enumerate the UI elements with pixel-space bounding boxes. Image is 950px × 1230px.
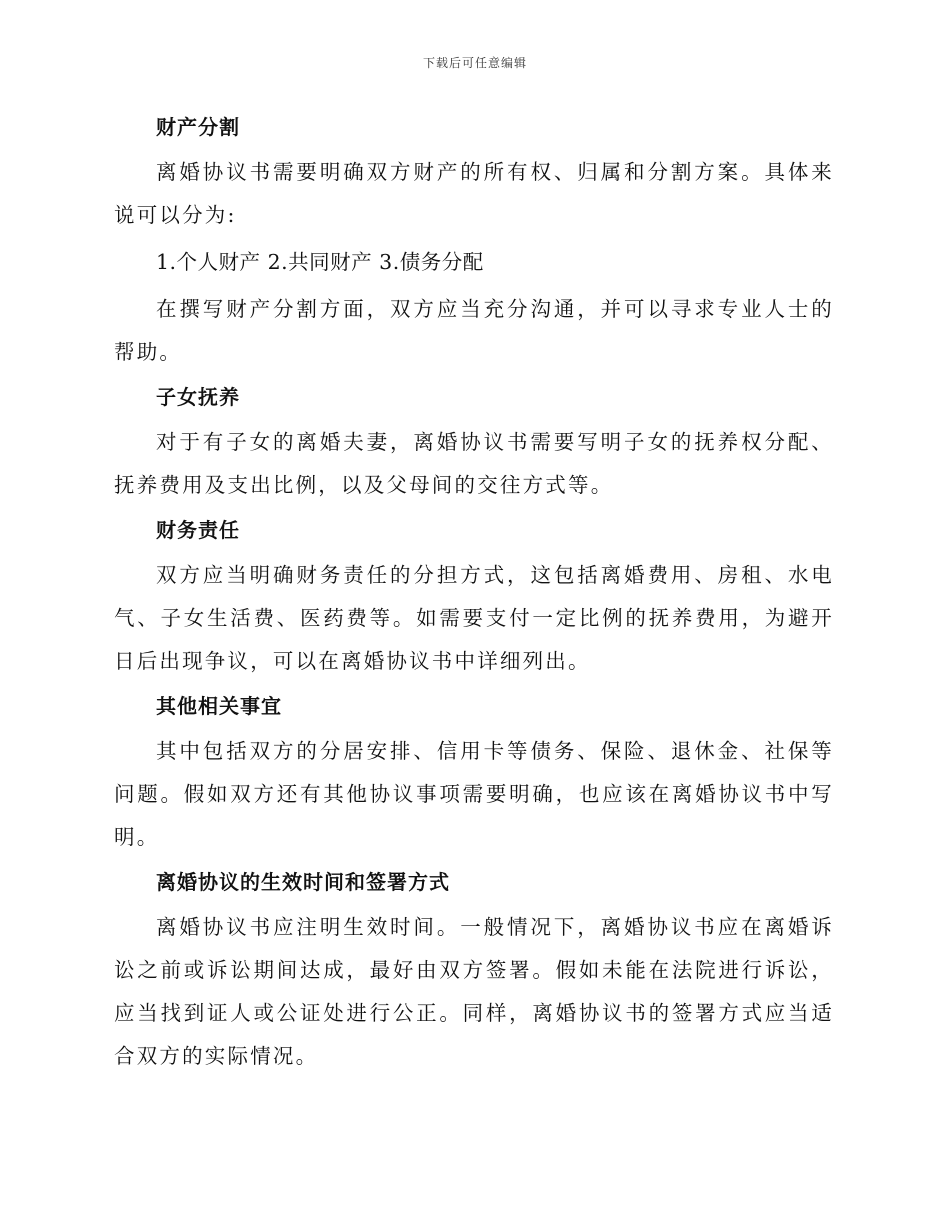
document-body bbox=[114, 108, 834, 1082]
paragraph: 离婚协议书需要明确双方财产的所有权、归属和分割方案。具体来说可以分为: bbox=[114, 160, 834, 227]
section-heading: 财务责任 bbox=[156, 518, 240, 542]
paragraph: 对于有子女的离婚夫妻，离婚协议书需要写明子女的抚养权分配、抚养费用及支出比例，以及父母间的交往方式等。 bbox=[114, 430, 834, 497]
page-header-note: 下载后可任意编辑 bbox=[422, 56, 527, 70]
section-heading: 子女抚养 bbox=[156, 385, 240, 409]
section-child-custody bbox=[114, 378, 834, 507]
section-property-division bbox=[114, 108, 834, 374]
paragraph: 双方应当明确财务责任的分担方式，这包括离婚费用、房租、水电气、子女生活费、医药费等。如需要支付一定比例的抚养费用，为避开日后出现争议，可以在离婚协议书中详细列出。 bbox=[114, 563, 834, 673]
paragraph: 在撰写财产分割方面，双方应当充分沟通，并可以寻求专业人士的帮助。 bbox=[114, 297, 834, 364]
section-other-matters bbox=[114, 687, 834, 859]
paragraph: 其中包括双方的分居安排、信用卡等债务、保险、退休金、社保等问题。假如双方还有其他协议事项需要明确，也应该在离婚协议书中写明。 bbox=[114, 739, 834, 849]
section-financial-responsibility bbox=[114, 511, 834, 683]
section-heading: 其他相关事宜 bbox=[156, 694, 282, 718]
paragraph: 离婚协议书应注明生效时间。一般情况下，离婚协议书应在离婚诉讼之前或诉讼期间达成，最好由双方签署。假如未能在法院进行诉讼，应当找到证人或公证处进行公正。同样，离婚协议书的签署方式应当适合双方的实际情况。 bbox=[114, 915, 834, 1068]
section-heading: 离婚协议的生效时间和签署方式 bbox=[156, 870, 450, 894]
section-heading: 财产分割 bbox=[156, 115, 240, 139]
section-effective-time-signing bbox=[114, 863, 834, 1078]
paragraph-list: 1.个人财产 2.共同财产 3.债务分配 bbox=[156, 250, 484, 274]
